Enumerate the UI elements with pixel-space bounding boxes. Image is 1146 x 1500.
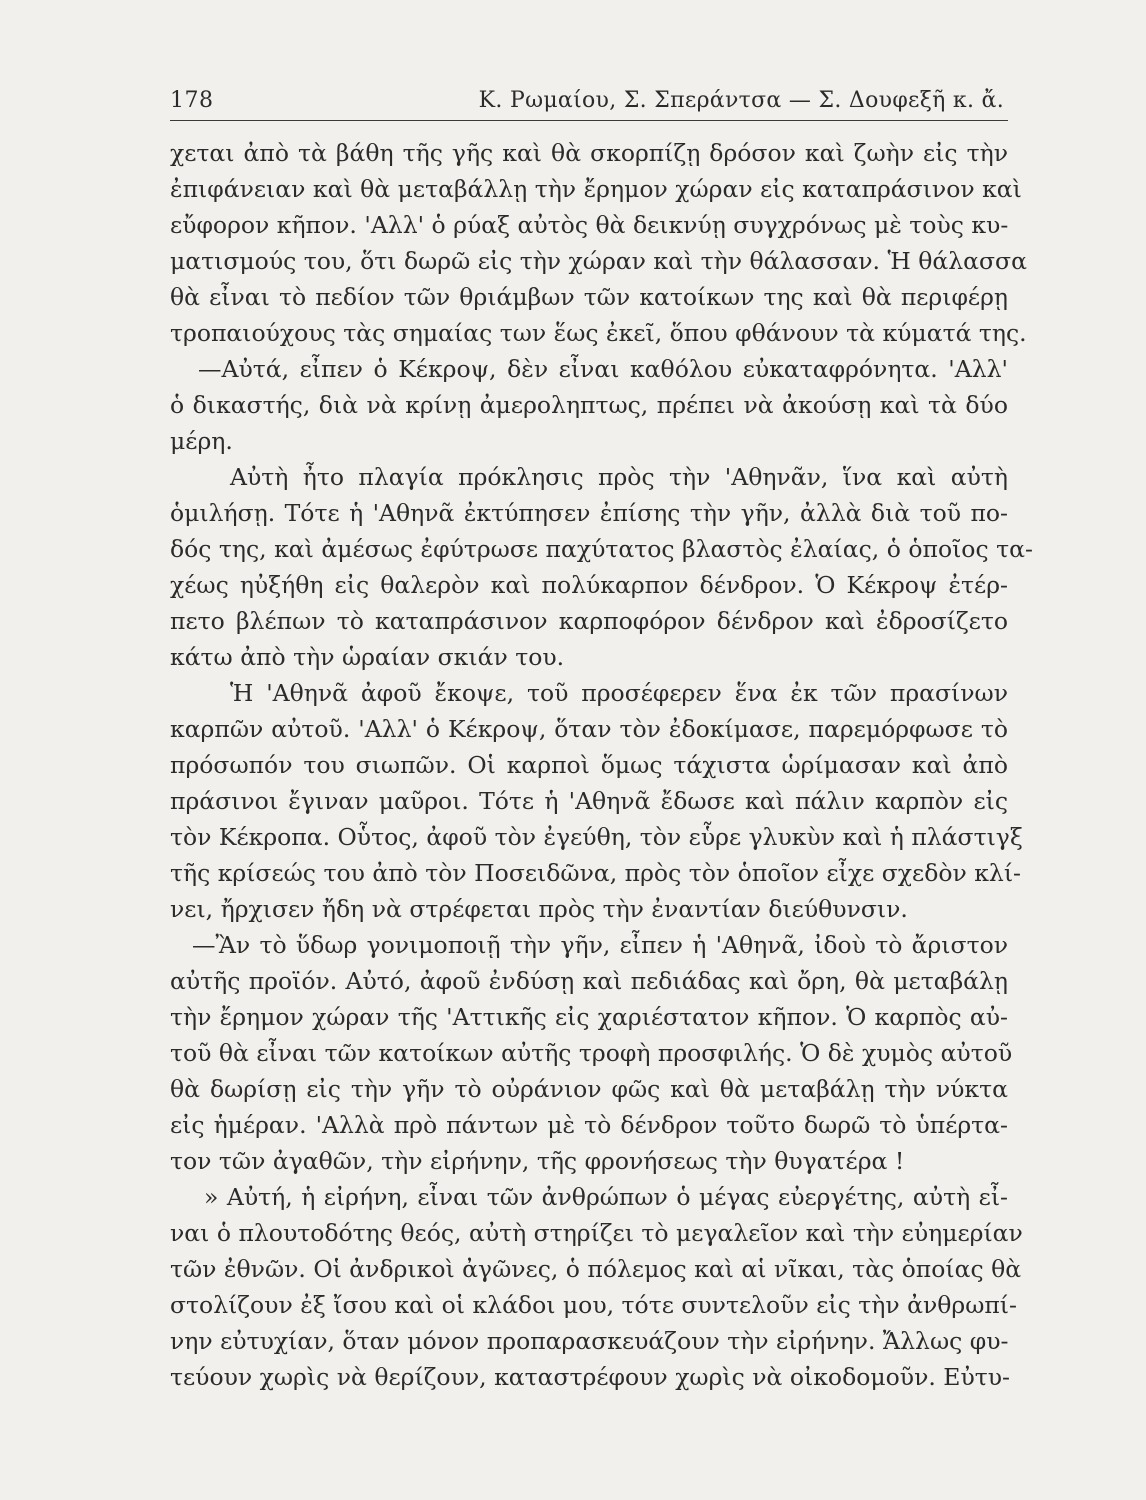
text-line: καρπῶν αὐτοῦ. 'Αλλ' ὁ Κέκροψ, ὅταν τὸν ἐδοκίμασε, παρεμόρφωσε τὸ xyxy=(170,715,1008,743)
text-line: ἐπιφάνειαν καὶ θὰ μεταβάλλῃ τὴν ἔρημον χώραν εἰς καταπράσινον καὶ xyxy=(170,175,1022,203)
text-line: νην εὐτυχίαν, ὅταν μόνον προπαρασκευάζουν τὴν εἰρήνην. Ἄλλως φυ- xyxy=(170,1327,1009,1355)
page-number: 178 xyxy=(170,88,214,113)
text-line: χέως ηὐξήθη εἰς θαλερὸν καὶ πολύκαρπον δένδρον. Ὁ Κέκροψ ἐτέρ- xyxy=(170,571,1008,599)
text-line: Αὐτὴ ἦτο πλαγία πρόκλησις πρὸς τὴν 'Αθηνᾶν, ἵνα καὶ αὐτὴ xyxy=(230,463,1008,491)
text-line: ματισμούς του, ὅτι δωρῶ εἰς τὴν χώραν καὶ τὴν θάλασσαν. Ἡ θάλασσα xyxy=(170,247,1027,275)
text-line: τροπαιούχους τὰς σημαίας των ἕως ἐκεῖ, ὅπου φθάνουν τὰ κύματά της. xyxy=(170,319,1027,347)
text-line: μέρη. xyxy=(170,427,233,455)
text-line: ὁμιλήσῃ. Τότε ἡ 'Αθηνᾶ ἐκτύπησεν ἐπίσης τὴν γῆν, ἀλλὰ διὰ τοῦ πο- xyxy=(170,499,1008,527)
text-line: πρόσωπόν του σιωπῶν. Οἱ καρποὶ ὅμως τάχιστα ὡρίμασαν καὶ ἀπὸ xyxy=(170,751,1008,779)
text-line: εἰς ἡμέραν. 'Αλλὰ πρὸ πάντων μὲ τὸ δένδρον τοῦτο δωρῶ τὸ ὑπέρτα- xyxy=(170,1111,1008,1139)
text-line: —Ἂν τὸ ὕδωρ γονιμοποιῇ τὴν γῆν, εἶπεν ἡ 'Αθηνᾶ, ἰδοὺ τὸ ἄριστον xyxy=(192,931,1008,959)
text-line: Ἡ 'Αθηνᾶ ἀφοῦ ἔκοψε, τοῦ προσέφερεν ἕνα ἐκ τῶν πρασίνων xyxy=(230,679,1008,707)
text-line: κάτω ἀπὸ τὴν ὡραίαν σκιάν του. xyxy=(170,643,565,671)
text-line: στολίζουν ἐξ ἴσου καὶ οἱ κλάδοι μου, τότε συντελοῦν εἰς τὴν ἀνθρωπί- xyxy=(170,1291,1017,1319)
text-line: ὁ δικαστής, διὰ νὰ κρίνῃ ἀμεροληπτως, πρέπει νὰ ἀκούσῃ καὶ τὰ δύο xyxy=(170,391,1008,419)
text-line: δός της, καὶ ἀμέσως ἐφύτρωσε παχύτατος βλαστὸς ἐλαίας, ὁ ὁποῖος τα- xyxy=(170,535,1033,563)
text-line: εὔφορον κῆπον. 'Αλλ' ὁ ρύαξ αὐτὸς θὰ δεικνύῃ συγχρόνως μὲ τοὺς κυ- xyxy=(170,211,1009,239)
text-line: πετο βλέπων τὸ καταπράσινον καρποφόρον δένδρον καὶ ἐδροσίζετο xyxy=(170,607,1008,635)
running-head: Κ. Ρωμαίου, Σ. Σπεράντσα — Σ. Δουφεξῆ κ. ἄ. xyxy=(478,88,1004,113)
text-line: τοῦ θὰ εἶναι τῶν κατοίκων αὐτῆς τροφὴ προσφιλής. Ὁ δὲ χυμὸς αὐτοῦ xyxy=(170,1039,1013,1067)
text-line: —Αὐτά, εἶπεν ὁ Κέκροψ, δὲν εἶναι καθόλου εὐκαταφρόνητα. 'Αλλ' xyxy=(198,355,1008,383)
text-line: χεται ἀπὸ τὰ βάθη τῆς γῆς καὶ θὰ σκορπίζῃ δρόσον καὶ ζωὴν εἰς τὴν xyxy=(170,139,1008,167)
text-line: τον τῶν ἀγαθῶν, τὴν εἰρήνην, τῆς φρονήσεως τὴν θυγατέρα ! xyxy=(170,1147,905,1175)
text-line: τὴν ἔρημον χώραν τῆς 'Αττικῆς εἰς χαριέστατον κῆπον. Ὁ καρπὸς αὐ- xyxy=(170,1003,1008,1031)
text-line: νει, ἤρχισεν ἤδη νὰ στρέφεται πρὸς τὴν ἐναντίαν διεύθυνσιν. xyxy=(170,895,908,923)
text-line: αὐτῆς προϊόν. Αὐτό, ἀφοῦ ἐνδύσῃ καὶ πεδιάδας καὶ ὄρη, θὰ μεταβάλῃ xyxy=(170,967,1008,995)
text-line: πράσινοι ἔγιναν μαῦροι. Τότε ἡ 'Αθηνᾶ ἔδωσε καὶ πάλιν καρπὸν εἰς xyxy=(170,787,1008,815)
text-line: θὰ δωρίσῃ εἰς τὴν γῆν τὸ οὐράνιον φῶς καὶ θὰ μεταβάλῃ τὴν νύκτα xyxy=(170,1075,1008,1103)
text-line: τεύουν χωρὶς νὰ θερίζουν, καταστρέφουν χωρὶς νὰ οἰκοδομοῦν. Εὐτυ- xyxy=(170,1363,1010,1391)
page-header xyxy=(170,82,1008,121)
text-line: τῶν ἐθνῶν. Οἱ ἀνδρικοὶ ἀγῶνες, ὁ πόλεμος καὶ αἱ νῖκαι, τὰς ὁποίας θὰ xyxy=(170,1255,1022,1283)
text-line: τὸν Κέκροπα. Οὗτος, ἀφοῦ τὸν ἐγεύθη, τὸν εὗρε γλυκὺν καὶ ἡ πλάστιγξ xyxy=(170,823,1023,851)
text-line: ναι ὁ πλουτοδότης θεός, αὐτὴ στηρίζει τὸ μεγαλεῖον καὶ τὴν εὐημερίαν xyxy=(170,1219,1023,1247)
text-line: » Αὐτή, ἡ εἰρήνη, εἶναι τῶν ἀνθρώπων ὁ μέγας εὐεργέτης, αὐτὴ εἶ- xyxy=(204,1183,1008,1211)
text-line: θὰ εἶναι τὸ πεδίον τῶν θριάμβων τῶν κατοίκων της καὶ θὰ περιφέρῃ xyxy=(170,283,1008,311)
text-line: τῆς κρίσεώς του ἀπὸ τὸν Ποσειδῶνα, πρὸς τὸν ὁποῖον εἶχε σχεδὸν κλί- xyxy=(170,859,1021,887)
